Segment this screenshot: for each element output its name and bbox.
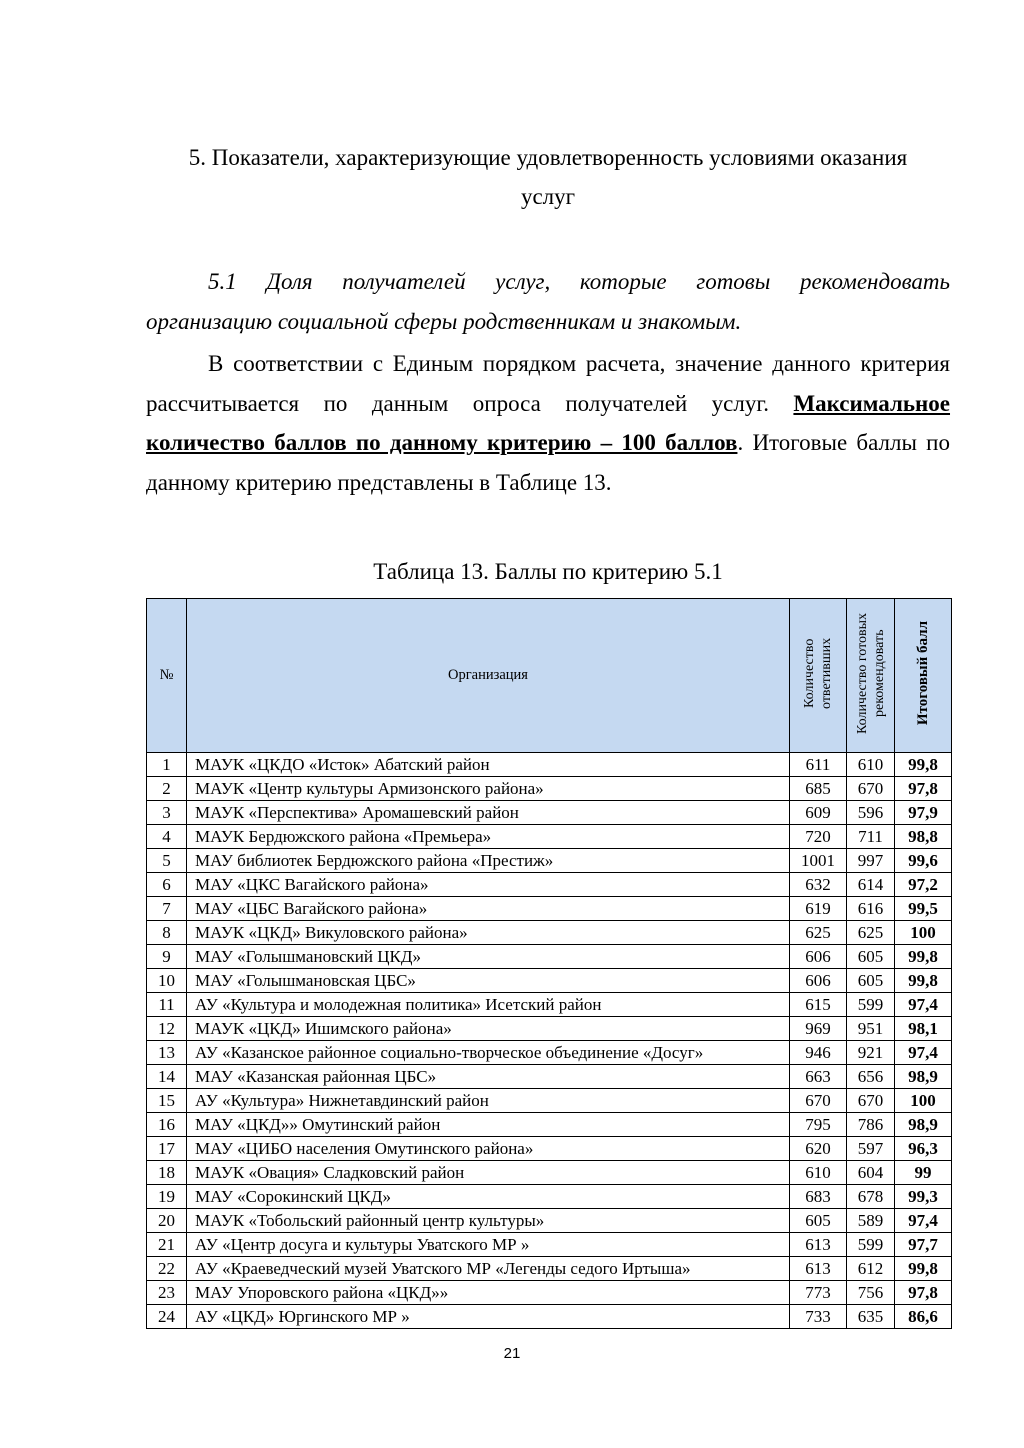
row-recommend: 635 [847,1305,895,1329]
table-header-row [147,599,952,753]
row-score: 98,9 [895,1065,952,1089]
row-respondents: 683 [790,1185,847,1209]
table-row [147,1089,952,1113]
row-respondents: 619 [790,897,847,921]
row-organization: АУ «Казанское районное социально-творческое объединение «Досуг» [187,1041,790,1065]
table-row [147,969,952,993]
row-organization: МАУК «ЦКДО «Исток» Абатский район [187,753,790,777]
row-organization: МАУ «Казанская районная ЦБС» [187,1065,790,1089]
row-organization: АУ «ЦКД» Юргинского МР » [187,1305,790,1329]
row-number: 2 [147,777,187,801]
page-number: 21 [503,1345,521,1362]
row-respondents: 632 [790,873,847,897]
row-respondents: 969 [790,1017,847,1041]
row-recommend: 597 [847,1137,895,1161]
row-respondents: 685 [790,777,847,801]
row-recommend: 616 [847,897,895,921]
row-respondents: 946 [790,1041,847,1065]
row-number: 16 [147,1113,187,1137]
table-row [147,1065,952,1089]
header-respondents-label: Количество ответивших [802,637,834,709]
body-line-3 [146,423,950,463]
row-recommend: 612 [847,1257,895,1281]
row-number: 15 [147,1089,187,1113]
header-organization [187,599,790,753]
row-organization: МАУК «ЦКД» Ишимского района» [187,1017,790,1041]
row-score: 99,8 [895,969,952,993]
row-organization: МАУ «Сорокинский ЦКД» [187,1185,790,1209]
row-recommend: 589 [847,1209,895,1233]
row-recommend: 599 [847,993,895,1017]
row-number: 9 [147,945,187,969]
table-row [147,1185,952,1209]
table-row [147,849,952,873]
row-score: 100 [895,1089,952,1113]
header-respondents [790,599,847,753]
row-number: 5 [147,849,187,873]
row-number: 19 [147,1185,187,1209]
row-recommend: 604 [847,1161,895,1185]
row-score: 97,2 [895,873,952,897]
row-score: 99,8 [895,753,952,777]
row-respondents: 606 [790,945,847,969]
row-score: 99,5 [895,897,952,921]
table-row [147,1041,952,1065]
table-row [147,921,952,945]
row-organization: АУ «Центр досуга и культуры Уватского МР » [187,1233,790,1257]
row-respondents: 613 [790,1233,847,1257]
row-recommend: 625 [847,921,895,945]
row-score: 100 [895,921,952,945]
table-row [147,825,952,849]
row-score: 99,8 [895,945,952,969]
row-score: 97,8 [895,1281,952,1305]
body-line-2-text: рассчитывается по данным опроса получателей услуг. [146,390,769,416]
header-score-label: Итоговый балл [914,620,931,726]
scores-table [146,598,952,1329]
row-recommend: 656 [847,1065,895,1089]
row-recommend: 670 [847,1089,895,1113]
row-respondents: 1001 [790,849,847,873]
row-respondents: 611 [790,753,847,777]
row-recommend: 605 [847,945,895,969]
table-row [147,1113,952,1137]
row-score: 96,3 [895,1137,952,1161]
row-score: 99,6 [895,849,952,873]
row-number: 3 [147,801,187,825]
row-respondents: 613 [790,1257,847,1281]
row-organization: МАУК «Овация» Сладковский район [187,1161,790,1185]
row-score: 97,9 [895,801,952,825]
body-line-3-text: . Итоговые баллы по [737,430,950,455]
row-number: 21 [147,1233,187,1257]
row-number: 14 [147,1065,187,1089]
table-caption: Таблица 13. Баллы по критерию 5.1 [373,559,723,584]
row-organization: МАУ «ЦИБО населения Омутинского района» [187,1137,790,1161]
row-number: 12 [147,1017,187,1041]
row-number: 8 [147,921,187,945]
row-respondents: 605 [790,1209,847,1233]
row-number: 1 [147,753,187,777]
row-number: 4 [147,825,187,849]
row-respondents: 670 [790,1089,847,1113]
header-number-label: № [159,667,174,683]
subsection-title [146,262,950,341]
row-recommend: 678 [847,1185,895,1209]
row-score: 86,6 [895,1305,952,1329]
row-number: 17 [147,1137,187,1161]
row-organization: АУ «Культура» Нижнетавдинский район [187,1089,790,1113]
row-number: 18 [147,1161,187,1185]
row-recommend: 605 [847,969,895,993]
row-recommend: 756 [847,1281,895,1305]
row-respondents: 773 [790,1281,847,1305]
row-recommend: 614 [847,873,895,897]
body-paragraph [146,344,950,502]
row-respondents: 620 [790,1137,847,1161]
row-score: 97,4 [895,1209,952,1233]
table-row [147,753,952,777]
row-score: 98,8 [895,825,952,849]
max-score-emphasis-start: Максимальное [793,390,951,416]
row-number: 7 [147,897,187,921]
row-respondents: 795 [790,1113,847,1137]
table-row [147,1305,952,1329]
row-recommend: 670 [847,777,895,801]
row-recommend: 596 [847,801,895,825]
header-score [895,599,952,753]
body-line-4: данному критерию представлены в Таблице 13. [146,469,612,495]
row-recommend: 786 [847,1113,895,1137]
body-line-2 [146,384,950,424]
row-recommend: 951 [847,1017,895,1041]
row-number: 20 [147,1209,187,1233]
row-number: 24 [147,1305,187,1329]
row-organization: МАУ библиотек Бердюжского района «Престиж» [187,849,790,873]
row-organization: МАУК «Центр культуры Армизонского района» [187,777,790,801]
table-row [147,873,952,897]
row-number: 6 [147,873,187,897]
header-organization-label: Организация [448,667,528,683]
section-heading-line-1: 5. Показатели, характеризующие удовлетворенность условиями оказания [188,145,908,170]
row-score: 98,9 [895,1113,952,1137]
row-score: 98,1 [895,1017,952,1041]
header-recommend-label: Количество готовых рекомендовать [854,612,887,734]
table-row [147,897,952,921]
row-organization: МАУК Бердюжского района «Премьера» [187,825,790,849]
row-organization: МАУ «Голышмановский ЦКД» [187,945,790,969]
table-row [147,801,952,825]
table-row [147,945,952,969]
row-respondents: 606 [790,969,847,993]
row-recommend: 599 [847,1233,895,1257]
header-recommend [847,599,895,753]
row-number: 11 [147,993,187,1017]
header-number [147,599,187,753]
subsection-title-line-1: 5.1 Доля получателей услуг, которые готовы рекомендовать [208,269,950,294]
row-recommend: 997 [847,849,895,873]
row-respondents: 733 [790,1305,847,1329]
row-score: 99 [895,1161,952,1185]
table-row [147,1017,952,1041]
row-organization: МАУ «ЦКД»» Омутинский район [187,1113,790,1137]
row-score: 97,8 [895,777,952,801]
table-body [147,753,952,1329]
row-organization: МАУК «Перспектива» Аромашевский район [187,801,790,825]
body-line-1: В соответствии с Единым порядком расчета, значение данного критерия [208,351,950,376]
row-organization: МАУ «Голышмановская ЦБС» [187,969,790,993]
row-score: 97,7 [895,1233,952,1257]
row-organization: АУ «Культура и молодежная политика» Исетский район [187,993,790,1017]
table-row [147,1161,952,1185]
table-row [147,1209,952,1233]
row-organization: МАУ Упоровского района «ЦКД»» [187,1281,790,1305]
row-score: 99,8 [895,1257,952,1281]
row-number: 23 [147,1281,187,1305]
row-number: 10 [147,969,187,993]
row-recommend: 921 [847,1041,895,1065]
row-organization: МАУ «ЦБС Вагайского района» [187,897,790,921]
row-number: 13 [147,1041,187,1065]
table-row [147,1281,952,1305]
row-score: 99,3 [895,1185,952,1209]
row-organization: МАУ «ЦКС Вагайского района» [187,873,790,897]
row-respondents: 609 [790,801,847,825]
row-recommend: 711 [847,825,895,849]
max-score-emphasis-end: количество баллов по данному критерию – 100 баллов [146,430,738,455]
row-organization: МАУК «Тобольский районный центр культуры» [187,1209,790,1233]
table-row [147,1137,952,1161]
row-organization: АУ «Краеведческий музей Уватского МР «Легенды седого Иртыша» [187,1257,790,1281]
section-heading-line-2: услуг [520,184,576,209]
row-respondents: 663 [790,1065,847,1089]
row-recommend: 610 [847,753,895,777]
row-score: 97,4 [895,1041,952,1065]
row-respondents: 610 [790,1161,847,1185]
row-organization: МАУК «ЦКД» Викуловского района» [187,921,790,945]
table-row [147,1233,952,1257]
table-row [147,993,952,1017]
section-heading [146,138,950,216]
row-score: 97,4 [895,993,952,1017]
table-row [147,1257,952,1281]
subsection-title-line-2: организацию социальной сферы родственникам и знакомым. [146,308,742,334]
row-number: 22 [147,1257,187,1281]
row-respondents: 615 [790,993,847,1017]
row-respondents: 720 [790,825,847,849]
table-row [147,777,952,801]
row-respondents: 625 [790,921,847,945]
